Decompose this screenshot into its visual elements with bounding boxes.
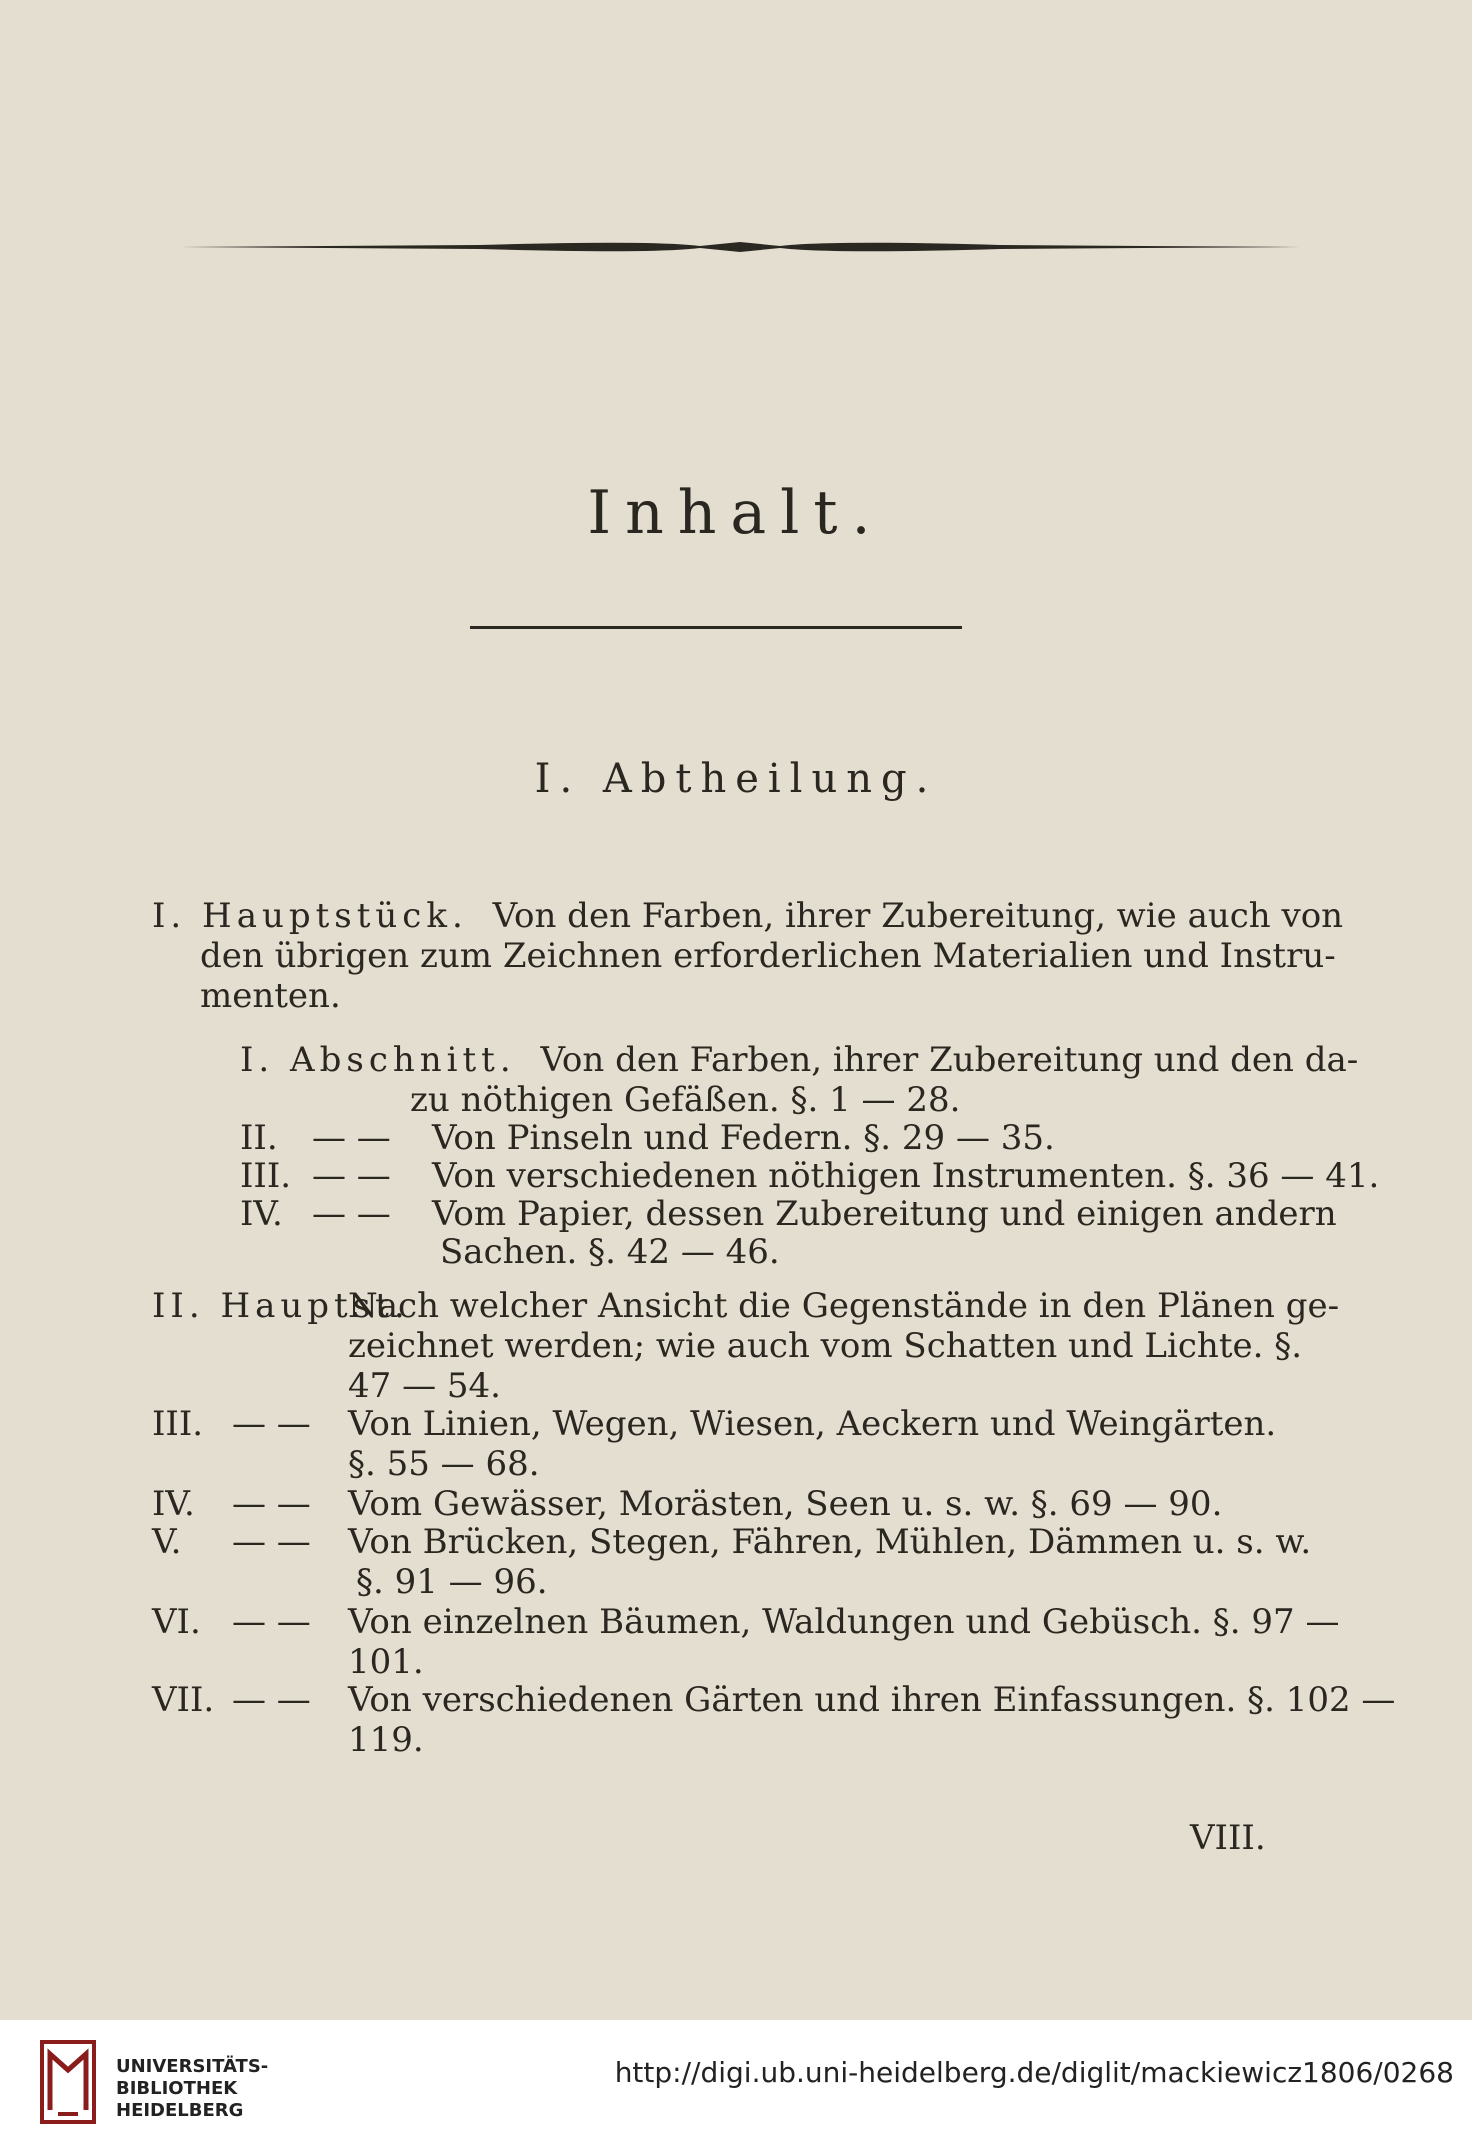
catchword: VIII. <box>1190 1818 1266 1858</box>
hauptstueck-5-line-2: §. 91 — 96. <box>356 1562 548 1602</box>
hauptstueck-4-label: IV. <box>152 1484 195 1524</box>
section-title: I. Abtheilung. <box>534 756 938 802</box>
abschnitt-2-label: II. <box>240 1118 278 1158</box>
hauptstueck-5-label: V. <box>152 1522 182 1562</box>
abschnitt-4-label: IV. <box>240 1194 283 1234</box>
hauptstueck-3-dash: — — <box>232 1404 311 1444</box>
abschnitt-4-text: Vom Papier, dessen Zubereitung und einigen andern <box>432 1194 1337 1234</box>
source-url-link[interactable]: http://digi.ub.uni-heidelberg.de/diglit/mackiewicz1806/0268 <box>614 2056 1454 2089</box>
hauptstueck-6-dash: — — <box>232 1602 311 1642</box>
abschnitt-3-dash: — — <box>312 1156 391 1196</box>
hauptstueck-4-dash: — — <box>232 1484 311 1524</box>
hauptstueck-3-text: Von Linien, Wegen, Wiesen, Aeckern und Weingärten. <box>348 1404 1277 1444</box>
abschnitt-4-line-1 <box>240 1194 1337 1234</box>
hauptstueck-5-line-1 <box>152 1522 1311 1562</box>
hauptstueck-2-text: Nach welcher Ansicht die Gegenstände in den Plänen ge- <box>348 1286 1340 1326</box>
hauptstueck-7-line-1 <box>152 1680 1395 1720</box>
hauptstueck-2-line-1 <box>152 1286 1339 1326</box>
hauptstueck-1-text: Von den Farben, ihrer Zubereitung, wie auch von <box>492 896 1344 936</box>
abschnitt-2-line <box>240 1118 1055 1158</box>
library-name <box>116 2056 268 2122</box>
hauptstueck-3-label: III. <box>152 1404 204 1444</box>
abschnitt-2-text: Von Pinseln und Federn. §. 29 — 35. <box>432 1118 1055 1158</box>
hauptstueck-1-line-3: menten. <box>200 976 341 1016</box>
abschnitt-1-line-1 <box>240 1040 1358 1080</box>
abschnitt-3-text: Von verschiedenen nöthigen Instrumenten. §. 36 — 41. <box>432 1156 1380 1196</box>
university-library-logo-icon <box>40 2040 96 2124</box>
title-rule <box>470 626 962 629</box>
hauptstueck-2-line-3: 47 — 54. <box>348 1366 501 1406</box>
abschnitt-1-label: I. Abschnitt. <box>240 1040 516 1080</box>
hauptstueck-1-label: I. Hauptstück. <box>152 896 468 936</box>
abschnitt-4-dash: — — <box>312 1194 391 1234</box>
abschnitt-3-label: III. <box>240 1156 292 1196</box>
hauptstueck-7-line-2: 119. <box>348 1720 424 1760</box>
library-name-line-2: BIBLIOTHEK <box>116 2078 238 2099</box>
hauptstueck-3-line-1 <box>152 1404 1276 1444</box>
hauptstueck-1-line-2: den übrigen zum Zeichnen erforderlichen Materialien und Instru- <box>200 936 1336 976</box>
hauptstueck-1-line-1 <box>152 896 1343 936</box>
abschnitt-2-dash: — — <box>312 1118 391 1158</box>
abschnitt-3-line <box>240 1156 1379 1196</box>
hauptstueck-6-label: VI. <box>152 1602 201 1642</box>
hauptstueck-4-text: Vom Gewässer, Morästen, Seen u. s. w. §. 69 — 90. <box>348 1484 1223 1524</box>
library-name-line-3: HEIDELBERG <box>116 2100 244 2121</box>
hauptstueck-6-text: Von einzelnen Bäumen, Waldungen und Gebüsch. §. 97 — <box>348 1602 1340 1642</box>
page-title: Inhalt. <box>587 478 885 548</box>
hauptstueck-7-text: Von verschiedenen Gärten und ihren Einfassungen. §. 102 — <box>348 1680 1396 1720</box>
hauptstueck-6-line-1 <box>152 1602 1339 1642</box>
library-name-line-1: UNIVERSITÄTS- <box>116 2056 269 2077</box>
hauptstueck-6-line-2: 101. <box>348 1642 424 1682</box>
hauptstueck-7-dash: — — <box>232 1680 311 1720</box>
ornamental-rule <box>180 236 1300 258</box>
abschnitt-1-line-2: zu nöthigen Gefäßen. §. 1 — 28. <box>410 1080 961 1120</box>
hauptstueck-3-line-2: §. 55 — 68. <box>348 1444 540 1484</box>
hauptstueck-2-line-2: zeichnet werden; wie auch vom Schatten und Lichte. §. <box>348 1326 1303 1366</box>
hauptstueck-7-label: VII. <box>152 1680 215 1720</box>
abschnitt-4-line-2: Sachen. §. 42 — 46. <box>440 1232 780 1272</box>
hauptstueck-4-line-1 <box>152 1484 1222 1524</box>
hauptstueck-5-text: Von Brücken, Stegen, Fähren, Mühlen, Dämmen u. s. w. <box>348 1522 1312 1562</box>
hauptstueck-5-dash: — — <box>232 1522 311 1562</box>
hauptstueck-2-label: II. Hauptst. <box>152 1286 410 1326</box>
abschnitt-1-text: Von den Farben, ihrer Zubereitung und den da- <box>540 1040 1359 1080</box>
